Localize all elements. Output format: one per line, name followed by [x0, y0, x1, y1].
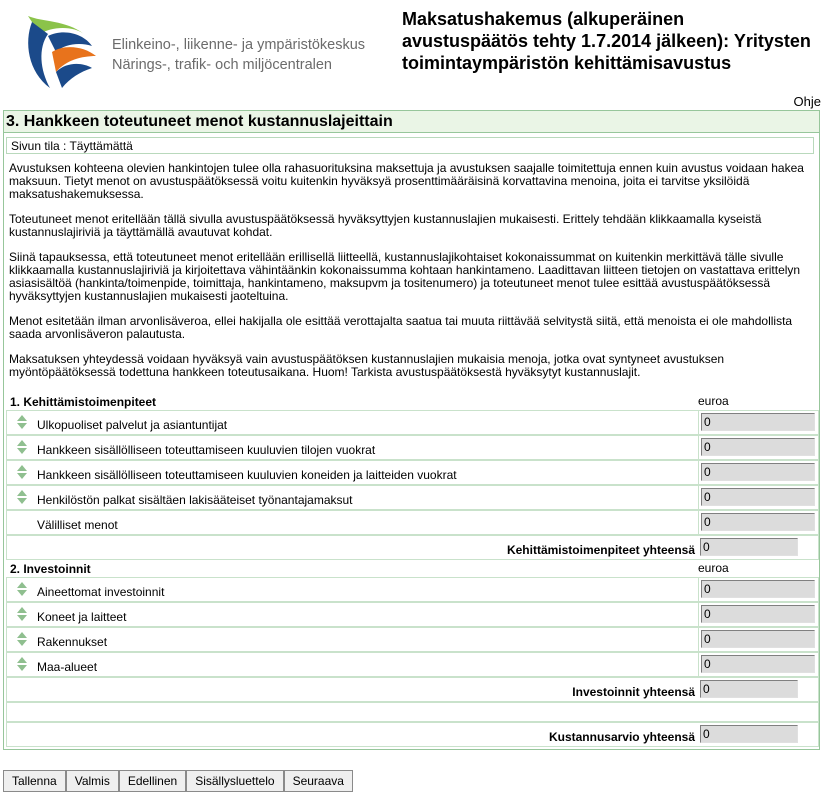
org-line-sv: Närings-, trafik- och miljöcentralen: [112, 57, 332, 73]
cost-row-intangible[interactable]: [6, 577, 819, 602]
cost-row-land[interactable]: [6, 652, 819, 677]
amount-field[interactable]: [701, 580, 815, 598]
help-link[interactable]: Ohje: [793, 94, 821, 109]
form-title: Maksatushakemus (alkuperäinen avustuspäätös tehty 1.7.2014 jälkeen): Yritysten toimintaympäristön kehittämisavustus: [402, 9, 811, 73]
cost-table: [6, 393, 819, 747]
amount-field[interactable]: [701, 438, 815, 456]
cost-row-external-services[interactable]: [6, 410, 819, 435]
total-field: [700, 680, 798, 698]
amount-field[interactable]: [701, 488, 815, 506]
panel-title: 3. Hankkeen toteutuneet menot kustannuslajeittain: [4, 111, 819, 133]
cost-row-buildings[interactable]: [6, 627, 819, 652]
section-header-investments: [6, 560, 819, 577]
section-header-development: [6, 393, 819, 410]
table-of-contents-button[interactable]: Sisällysluettelo: [186, 770, 283, 792]
row-label[interactable]: Aineettomat investoinnit: [37, 585, 165, 599]
expand-arrows-icon[interactable]: [17, 490, 27, 504]
amount-field[interactable]: [701, 630, 815, 648]
row-label[interactable]: Hankkeen sisällölliseen toteuttamiseen kuuluvien koneiden ja laitteiden vuokrat: [37, 468, 457, 482]
section-title: 2. Investoinnit: [10, 562, 91, 576]
expand-arrows-icon[interactable]: [17, 632, 27, 646]
button-bar: [3, 770, 353, 792]
amount-field[interactable]: [701, 513, 815, 531]
cost-row-machinery[interactable]: [6, 602, 819, 627]
instruction-paragraph: Menot esitetään ilman arvonlisäveroa, ellei hakijalla ole esittää verottajalta saatua tai muuta riittävää selvitystä siitä, että menoista ei ole mahdollista saada arvonlisäveron palautusta.: [9, 314, 793, 341]
expand-arrows-icon[interactable]: [17, 465, 27, 479]
amount-field[interactable]: [701, 605, 815, 623]
expand-arrows-icon[interactable]: [17, 607, 27, 621]
row-label[interactable]: Ulkopuoliset palvelut ja asiantuntijat: [37, 418, 228, 432]
row-label[interactable]: Maa-alueet: [37, 660, 98, 674]
total-row-investments: [6, 677, 819, 702]
row-label[interactable]: Henkilöstön palkat sisältäen lakisääteiset työnantajamaksut: [37, 493, 353, 507]
cost-row-premises-rent[interactable]: [6, 435, 819, 460]
grand-total-row: [6, 722, 819, 747]
row-label: Välilliset menot: [37, 518, 118, 532]
cost-row-equipment-rent[interactable]: [6, 460, 819, 485]
row-label[interactable]: Rakennukset: [37, 635, 108, 649]
expand-arrows-icon[interactable]: [17, 582, 27, 596]
org-line-fi: Elinkeino-, liikenne- ja ympäristökeskus: [112, 37, 366, 53]
cost-row-salaries[interactable]: [6, 485, 819, 510]
row-label[interactable]: Koneet ja laitteet: [37, 610, 127, 624]
cost-row-indirect: [6, 510, 819, 535]
expand-arrows-icon[interactable]: [17, 657, 27, 671]
ely-logo: [22, 12, 102, 92]
instruction-paragraph: Maksatuksen yhteydessä voidaan hyväksyä vain avustuspäätöksen kustannuslajien mukaisia menoja, jotka ovat syntyneet avustuksen myöntöpäätöksessä todettuna hankkeen toteutusaikana. Huom! Tarkista avustuspäätöksestä hyväksytyt kustannuslajit.: [9, 352, 725, 379]
done-button[interactable]: Valmis: [66, 770, 119, 792]
total-row-development: [6, 535, 819, 560]
previous-button[interactable]: Edellinen: [119, 770, 186, 792]
expand-arrows-icon[interactable]: [17, 415, 27, 429]
form-panel: [3, 110, 820, 750]
unit-label: euroa: [698, 561, 729, 575]
amount-field[interactable]: [701, 413, 815, 431]
instructions: [9, 162, 814, 379]
instruction-paragraph: Siinä tapauksessa, että toteutuneet menot eritellään erillisellä liitteellä, kustannuslajikohtaiset kokonaissummat on kuitenkin merkittävä tälle sivulle klikkaamalla kustannuslajiriviä ja kirjoitettava vähintäänkin kokonaissumma kohtaan hankintameno. Laadittavan liitteen tietojen on vastattava erittelyn asiasisältöä (hankinta/toimenpide, toimittaja, hankintameno, maksupvm ja tositenumero) ja toteutuneet menot tulee esittää avustuspäätöksessä hyväksyttyjen kustannuslajien mukaisesti jaoteltuina.: [9, 250, 801, 303]
total-label: Investoinnit yhteensä: [572, 685, 695, 699]
total-field: [700, 538, 798, 556]
amount-field[interactable]: [701, 655, 815, 673]
row-label[interactable]: Hankkeen sisällölliseen toteuttamiseen kuuluvien tilojen vuokrat: [37, 443, 376, 457]
page-status: Sivun tila : Täyttämättä: [6, 137, 814, 154]
instruction-paragraph: Avustuksen kohteena olevien hankintojen tulee olla rahasuorituksina maksettuja ja avustuksen saajalle toimitettuja ennen kuin avustus voidaan hakea maksuun. Tietyt menot on avustuspäätöksessä voitu kuitenkin hyväksyä prosenttimääräisinä korvattavina menoina, joita ei tarvitse yksilöidä maksatushakemuksessa.: [9, 161, 804, 201]
section-title: 1. Kehittämistoimenpiteet: [10, 395, 157, 409]
page-header: [0, 0, 827, 96]
organization-name: [112, 35, 365, 75]
expand-arrows-icon[interactable]: [17, 440, 27, 454]
grand-total-field: [700, 725, 798, 743]
instruction-paragraph: Toteutuneet menot eritellään tällä sivulla avustuspäätöksessä hyväksyttyjen kustannuslajien mukaisesti. Erittely tehdään klikkaamalla kyseistä kustannuslajiriviä ja täyttämällä avautuvat kohdat.: [9, 212, 762, 239]
table-spacer: [6, 702, 819, 722]
save-button[interactable]: Tallenna: [3, 770, 66, 792]
grand-total-label: Kustannusarvio yhteensä: [548, 730, 695, 744]
amount-field[interactable]: [701, 463, 815, 481]
next-button[interactable]: Seuraava: [284, 770, 353, 792]
unit-label: euroa: [698, 394, 729, 408]
total-label: Kehittämistoimenpiteet yhteensä: [506, 543, 695, 557]
